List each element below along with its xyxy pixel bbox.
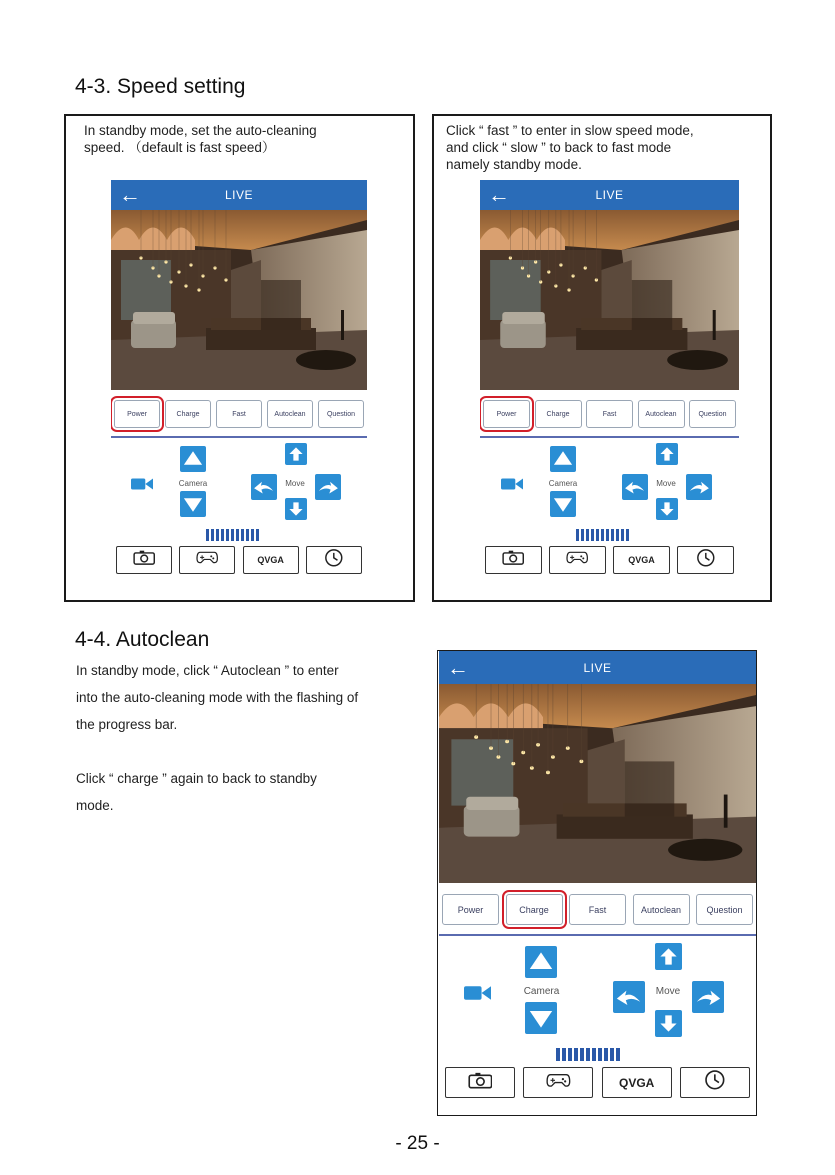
app-title: LIVE: [583, 660, 612, 675]
camera-label: Camera: [178, 479, 208, 488]
fast-button[interactable]: Fast: [216, 400, 262, 428]
autoclean-text-line: mode.: [76, 798, 114, 813]
camera-label: Camera: [523, 986, 560, 997]
app-screen-speed-right: [480, 180, 739, 598]
move-up-button[interactable]: [656, 443, 678, 465]
snapshot-button[interactable]: [445, 1067, 515, 1098]
arrow-left-icon[interactable]: ←: [447, 654, 469, 680]
divider: [439, 934, 756, 936]
camera-up-button[interactable]: [180, 446, 206, 472]
progress-segment: [616, 1048, 620, 1061]
gamepad-icon: [546, 1071, 571, 1095]
bottom-toolbar: [485, 546, 734, 574]
camera-icon: [502, 549, 524, 571]
progress-segment: [586, 529, 589, 541]
question-button[interactable]: Question: [696, 894, 753, 925]
progress-segment: [598, 1048, 602, 1061]
progress-segment: [601, 529, 604, 541]
camera-up-button[interactable]: [525, 946, 557, 978]
progress-segment: [604, 1048, 608, 1061]
app-title-bar: [111, 180, 367, 210]
progress-segment: [616, 529, 619, 541]
timer-button[interactable]: [677, 546, 734, 574]
speed-right-caption: Click “ fast ” to enter in slow speed mode, and click “ slow ” to back to fast mode namely standby mode.: [446, 123, 694, 172]
progress-segment: [562, 1048, 566, 1061]
snapshot-button[interactable]: [116, 546, 172, 574]
move-down-button[interactable]: [655, 1010, 682, 1037]
control-button-row: [480, 400, 739, 428]
app-title: LIVE: [595, 188, 624, 202]
speed-left-caption: In standby mode, set the auto-cleaning speed. （default is fast speed）: [84, 123, 317, 155]
power-button[interactable]: Power: [442, 894, 499, 925]
move-left-button[interactable]: [613, 981, 645, 1013]
move-left-button[interactable]: [622, 474, 648, 500]
autoclean-button[interactable]: Autoclean: [633, 894, 690, 925]
progress-segment: [236, 529, 239, 541]
progress-segment: [596, 529, 599, 541]
gamepad-button[interactable]: [179, 546, 235, 574]
progress-segment: [251, 529, 254, 541]
move-label: Move: [655, 986, 681, 997]
charge-button[interactable]: Charge: [535, 400, 582, 428]
progress-bar: [206, 529, 261, 541]
move-right-button[interactable]: [315, 474, 341, 500]
page-number: - 25 -: [395, 1133, 440, 1154]
progress-segment: [231, 529, 234, 541]
divider: [480, 436, 739, 438]
control-button-row: [439, 894, 756, 925]
clock-icon: [704, 1069, 726, 1096]
app-title-bar: [439, 651, 756, 684]
snapshot-button[interactable]: [485, 546, 542, 574]
clock-icon: [324, 548, 344, 573]
move-down-button[interactable]: [285, 498, 307, 520]
autoclean-text-line: Click “ charge ” again to back to standby: [76, 771, 317, 786]
progress-segment: [581, 529, 584, 541]
autoclean-text-line: In standby mode, click “ Autoclean ” to enter: [76, 663, 339, 678]
qvga-button[interactable]: QVGA: [613, 546, 670, 574]
progress-segment: [556, 1048, 560, 1061]
timer-button[interactable]: [306, 546, 362, 574]
video-camera-icon: [501, 477, 523, 491]
video-camera-icon: [131, 477, 153, 491]
move-right-button[interactable]: [686, 474, 712, 500]
timer-button[interactable]: [680, 1067, 750, 1098]
arrow-left-icon[interactable]: ←: [488, 182, 510, 207]
live-camera-feed: [439, 684, 756, 883]
qvga-button[interactable]: QVGA: [602, 1067, 672, 1098]
autoclean-text-line: into the auto-cleaning mode with the flashing of: [76, 690, 359, 705]
progress-segment: [246, 529, 249, 541]
progress-segment: [241, 529, 244, 541]
charge-button[interactable]: Charge: [165, 400, 211, 428]
power-button[interactable]: Power: [114, 400, 160, 428]
progress-segment: [574, 1048, 578, 1061]
progress-segment: [621, 529, 624, 541]
gamepad-icon: [196, 549, 218, 571]
control-button-row: [111, 400, 367, 428]
progress-segment: [211, 529, 214, 541]
camera-label: Camera: [548, 479, 578, 488]
camera-icon: [133, 549, 155, 571]
move-up-button[interactable]: [285, 443, 307, 465]
video-camera-icon: [464, 984, 491, 1002]
charge-button[interactable]: Charge: [506, 894, 563, 925]
fast-button[interactable]: Fast: [569, 894, 626, 925]
progress-segment: [206, 529, 209, 541]
progress-segment: [216, 529, 219, 541]
progress-segment: [576, 529, 579, 541]
live-camera-feed: [111, 210, 367, 390]
section-heading-speed-setting: 4-3. Speed setting: [75, 75, 246, 98]
progress-segment: [591, 529, 594, 541]
progress-bar: [576, 529, 631, 541]
divider: [111, 436, 367, 438]
camera-down-button[interactable]: [525, 1002, 557, 1034]
bottom-toolbar: [116, 546, 362, 574]
progress-segment: [592, 1048, 596, 1061]
autoclean-button[interactable]: Autoclean: [638, 400, 685, 428]
progress-bar: [556, 1048, 622, 1061]
progress-segment: [611, 529, 614, 541]
progress-segment: [606, 529, 609, 541]
app-title: LIVE: [224, 188, 253, 202]
clock-icon: [696, 548, 716, 573]
question-button[interactable]: Question: [318, 400, 364, 428]
autoclean-description: [76, 657, 358, 819]
move-down-button[interactable]: [656, 498, 678, 520]
gamepad-button[interactable]: [549, 546, 606, 574]
progress-segment: [568, 1048, 572, 1061]
camera-down-button[interactable]: [550, 491, 576, 517]
qvga-button[interactable]: QVGA: [243, 546, 299, 574]
power-button[interactable]: Power: [483, 400, 530, 428]
camera-down-button[interactable]: [180, 491, 206, 517]
app-screen-autoclean: [439, 651, 756, 1114]
progress-segment: [580, 1048, 584, 1061]
arrow-left-icon[interactable]: ←: [119, 182, 141, 207]
live-camera-feed: [480, 210, 739, 390]
gamepad-icon: [566, 549, 588, 571]
progress-segment: [626, 529, 629, 541]
gamepad-button[interactable]: [523, 1067, 593, 1098]
progress-segment: [221, 529, 224, 541]
app-screen-speed-left: [111, 180, 367, 598]
move-label: Move: [656, 479, 676, 488]
progress-segment: [586, 1048, 590, 1061]
progress-segment: [226, 529, 229, 541]
question-button[interactable]: Question: [689, 400, 736, 428]
autoclean-button[interactable]: Autoclean: [267, 400, 313, 428]
autoclean-text-line: the progress bar.: [76, 717, 178, 732]
move-label: Move: [285, 479, 305, 488]
fast-button[interactable]: Fast: [586, 400, 633, 428]
move-right-button[interactable]: [692, 981, 724, 1013]
progress-segment: [610, 1048, 614, 1061]
app-title-bar: [480, 180, 739, 210]
camera-icon: [468, 1071, 493, 1095]
camera-up-button[interactable]: [550, 446, 576, 472]
move-left-button[interactable]: [251, 474, 277, 500]
progress-segment: [256, 529, 259, 541]
move-up-button[interactable]: [655, 943, 682, 970]
section-heading-autoclean: 4-4. Autoclean: [75, 628, 210, 651]
bottom-toolbar: [445, 1067, 750, 1098]
